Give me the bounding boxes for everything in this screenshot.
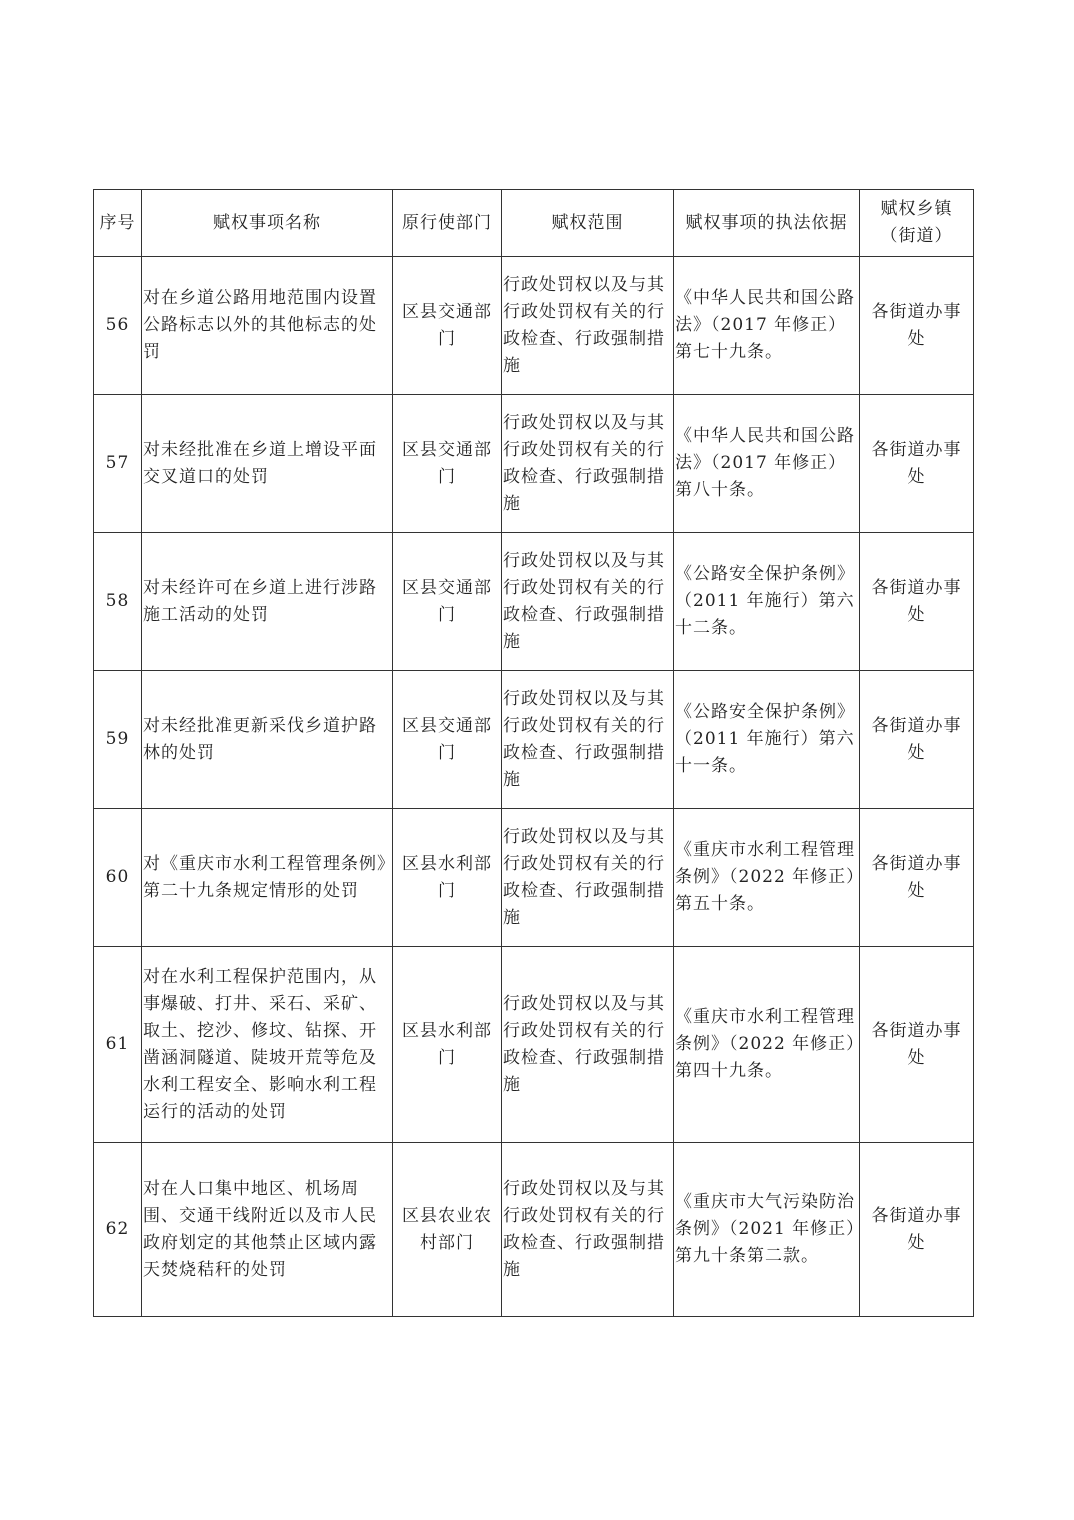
cell-town: 各街道办事处 <box>860 395 974 533</box>
cell-town: 各街道办事处 <box>860 533 974 671</box>
table-body <box>94 257 974 1317</box>
cell-dept: 区县水利部门 <box>393 947 502 1143</box>
cell-seq: 58 <box>94 533 142 671</box>
header-seq: 序号 <box>94 190 142 257</box>
header-basis: 赋权事项的执法依据 <box>674 190 860 257</box>
cell-scope: 行政处罚权以及与其行政处罚权有关的行政检查、行政强制措施 <box>502 1143 674 1317</box>
cell-name: 对未经批准更新采伐乡道护路林的处罚 <box>142 671 393 809</box>
cell-basis: 《公路安全保护条例》（2011 年施行）第六十一条。 <box>674 671 860 809</box>
table-header <box>94 190 974 257</box>
cell-town: 各街道办事处 <box>860 1143 974 1317</box>
table-row <box>94 1143 974 1317</box>
cell-name: 对在乡道公路用地范围内设置公路标志以外的其他标志的处罚 <box>142 257 393 395</box>
cell-seq: 60 <box>94 809 142 947</box>
cell-dept: 区县交通部门 <box>393 671 502 809</box>
cell-seq: 62 <box>94 1143 142 1317</box>
cell-name: 对在水利工程保护范围内，从事爆破、打井、采石、采矿、取土、挖沙、修坟、钻探、开凿涵洞隧道、陡坡开荒等危及水利工程安全、影响水利工程运行的活动的处罚 <box>142 947 393 1143</box>
table-row <box>94 395 974 533</box>
cell-name: 对未经批准在乡道上增设平面交叉道口的处罚 <box>142 395 393 533</box>
empowerment-table <box>93 189 974 1317</box>
header-scope: 赋权范围 <box>502 190 674 257</box>
table-row <box>94 671 974 809</box>
cell-dept: 区县交通部门 <box>393 395 502 533</box>
cell-basis: 《中华人民共和国公路法》（2017 年修正）第八十条。 <box>674 395 860 533</box>
cell-town: 各街道办事处 <box>860 671 974 809</box>
cell-basis: 《重庆市水利工程管理条例》（2022 年修正）第五十条。 <box>674 809 860 947</box>
cell-scope: 行政处罚权以及与其行政处罚权有关的行政检查、行政强制措施 <box>502 395 674 533</box>
cell-name: 对在人口集中地区、机场周围、交通干线附近以及市人民政府划定的其他禁止区域内露天焚烧秸秆的处罚 <box>142 1143 393 1317</box>
cell-name: 对《重庆市水利工程管理条例》第二十九条规定情形的处罚 <box>142 809 393 947</box>
cell-dept: 区县农业农村部门 <box>393 1143 502 1317</box>
table-row <box>94 809 974 947</box>
cell-town: 各街道办事处 <box>860 257 974 395</box>
table-row <box>94 533 974 671</box>
header-row <box>94 190 974 257</box>
cell-town: 各街道办事处 <box>860 947 974 1143</box>
header-dept: 原行使部门 <box>393 190 502 257</box>
cell-basis: 《重庆市水利工程管理条例》（2022 年修正）第四十九条。 <box>674 947 860 1143</box>
table-row <box>94 947 974 1143</box>
table-row <box>94 257 974 395</box>
cell-dept: 区县交通部门 <box>393 257 502 395</box>
cell-scope: 行政处罚权以及与其行政处罚权有关的行政检查、行政强制措施 <box>502 671 674 809</box>
cell-seq: 57 <box>94 395 142 533</box>
cell-scope: 行政处罚权以及与其行政处罚权有关的行政检查、行政强制措施 <box>502 809 674 947</box>
cell-dept: 区县交通部门 <box>393 533 502 671</box>
cell-seq: 61 <box>94 947 142 1143</box>
cell-basis: 《重庆市大气污染防治条例》（2021 年修正）第九十条第二款。 <box>674 1143 860 1317</box>
cell-seq: 59 <box>94 671 142 809</box>
cell-scope: 行政处罚权以及与其行政处罚权有关的行政检查、行政强制措施 <box>502 257 674 395</box>
cell-scope: 行政处罚权以及与其行政处罚权有关的行政检查、行政强制措施 <box>502 533 674 671</box>
cell-town: 各街道办事处 <box>860 809 974 947</box>
cell-dept: 区县水利部门 <box>393 809 502 947</box>
cell-scope: 行政处罚权以及与其行政处罚权有关的行政检查、行政强制措施 <box>502 947 674 1143</box>
cell-seq: 56 <box>94 257 142 395</box>
header-name: 赋权事项名称 <box>142 190 393 257</box>
cell-basis: 《中华人民共和国公路法》（2017 年修正）第七十九条。 <box>674 257 860 395</box>
cell-basis: 《公路安全保护条例》（2011 年施行）第六十二条。 <box>674 533 860 671</box>
cell-name: 对未经许可在乡道上进行涉路施工活动的处罚 <box>142 533 393 671</box>
header-town: 赋权乡镇（街道） <box>860 190 974 257</box>
